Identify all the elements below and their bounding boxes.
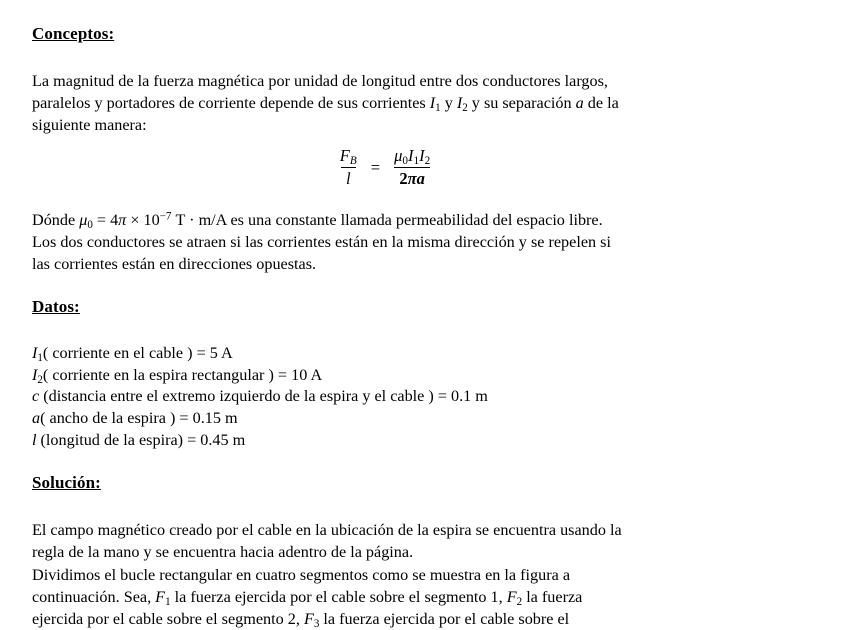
math-var-I2: $I_2$ (456, 94, 468, 115)
constant-times-power: × $10^{-7}$ (126, 210, 172, 229)
data-description: ( corriente en la espira rectangular ) = 10 A (42, 365, 323, 384)
fraction-denominator-l: l (341, 167, 356, 189)
math-var-F3: $F_3$ (303, 610, 320, 630)
fraction-numerator-FB: $F_B$ (339, 146, 357, 168)
solucion-line-1: El campo magnético creado por el cable en la ubicación de la espira se encuentra usando la (32, 521, 622, 540)
fraction-rhs (389, 146, 435, 189)
attract-line-1: Los dos conductores se atraen si las corrientes están en la misma dirección y se repelen si (32, 232, 611, 251)
paragraph-concepto-intro (32, 70, 777, 137)
equals-operator: = (370, 157, 381, 177)
math-pi: π (118, 210, 127, 229)
solucion-line-4-part-a: continuación. Sea, (32, 587, 156, 606)
spacer (32, 493, 830, 519)
math-var-F2: $F_2$ (506, 587, 523, 608)
intro-line-2-part-b: y su separación (467, 94, 576, 113)
section-heading-datos: Datos: (32, 297, 80, 317)
solucion-line-2: regla de la mano y se encuentra hacia adentro de la página. (32, 543, 414, 562)
fraction-denominator-2pi-a: 2πa (394, 167, 430, 189)
display-equation-force-per-length (32, 137, 830, 199)
list-item (32, 386, 830, 408)
section-heading-solucion: Solución: (32, 473, 101, 493)
data-description: (distancia entre el extremo izquierdo de la espira y el cable ) = 0.1 m (39, 387, 488, 406)
solucion-line-5-part-a: ejercida por el cable sobre el segmento 2, (32, 610, 304, 628)
math-var-I1: $I_1$ (429, 94, 441, 115)
spacer (32, 199, 830, 209)
math-var-a: a (575, 94, 584, 113)
data-symbol-a: a (32, 409, 41, 427)
math-const-mu0: $\mu_0$ (79, 210, 93, 231)
intro-line-1: La magnitud de la fuerza magnética por unidad de longitud entre dos conductores largos, (32, 72, 608, 90)
spacer (32, 317, 830, 343)
intro-line-3: siguiente manera: (32, 116, 147, 135)
list-item (32, 408, 830, 430)
data-symbol-c: c (32, 387, 40, 406)
fraction-numerator-mu0-I1-I2: $\mu_0I_1I_2$ (394, 146, 431, 168)
spacer (32, 44, 830, 70)
solucion-line-4-part-b: la fuerza ejercida por el cable sobre el segmento 1, (170, 587, 507, 606)
data-description: ( ancho de la espira ) = 0.15 m (40, 409, 238, 427)
data-symbol-I2: $I_2$ (32, 365, 43, 386)
exponent-minus-seven: −7 (159, 210, 172, 223)
intro-conjunction: y (440, 94, 457, 113)
list-item (32, 430, 830, 452)
attract-line-2: las corrientes están en direcciones opuestas. (32, 255, 317, 274)
data-symbol-I1: $I_1$ (32, 344, 43, 365)
solucion-line-5-part-b: la fuerza ejercida por el cable sobre el (319, 610, 570, 628)
list-item (32, 365, 830, 387)
intro-line-2-part-a: paralelos y portadores de corriente depende de sus corrientes (32, 94, 430, 113)
data-description: ( corriente en el cable ) = 5 A (42, 344, 233, 363)
section-heading-conceptos: Conceptos: (32, 24, 115, 43)
constant-units: T · m/A (171, 210, 227, 229)
solucion-line-3: Dividimos el bucle rectangular en cuatro segmentos como se muestra en la figura a (32, 565, 571, 584)
fraction-lhs (335, 146, 362, 189)
constant-prefix: Dónde (32, 210, 80, 229)
data-description: (longitud de la espira) = 0.45 m (36, 430, 246, 449)
solucion-line-4-part-c: la fuerza (522, 587, 583, 606)
datos-list (32, 343, 830, 451)
math-var-F1: $F_1$ (155, 587, 171, 608)
list-item (32, 343, 830, 365)
data-symbol-l: l (32, 430, 37, 449)
constant-suffix: es una constante llamada permeabilidad del espacio libre. (226, 210, 603, 229)
equation-row (333, 146, 437, 189)
spacer (32, 451, 830, 473)
paragraph-solucion-body (32, 519, 777, 630)
spacer (32, 275, 830, 297)
paragraph-constant-definition (32, 209, 777, 276)
constant-equals: = 4 (92, 210, 119, 229)
intro-line-2-part-c: de la (583, 94, 619, 113)
